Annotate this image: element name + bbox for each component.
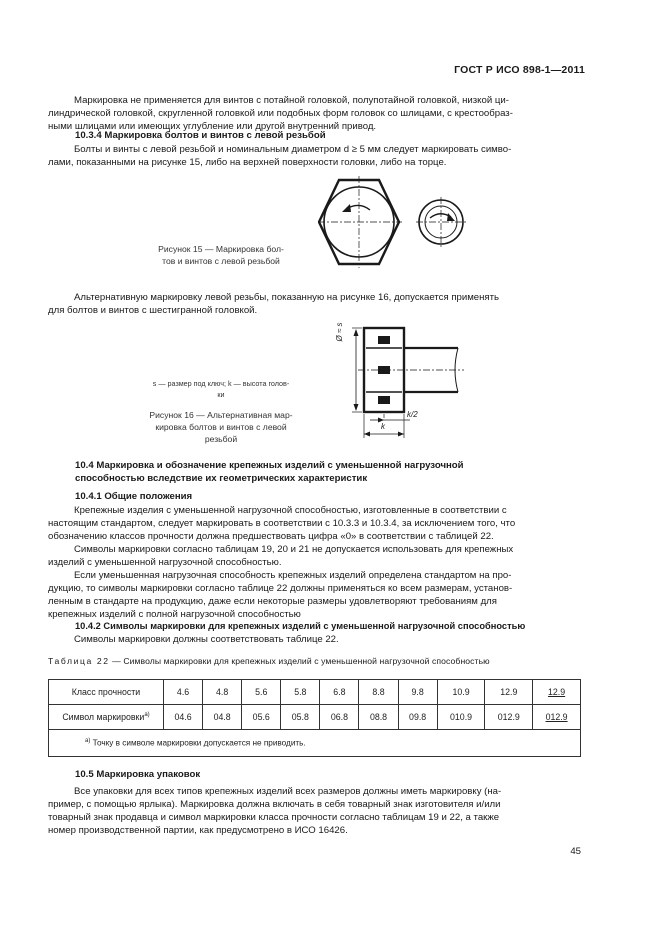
figure-16-dim-k2: k/2 xyxy=(407,410,418,419)
figure-16-legend: s — размер под ключ; k — высота голов- ки xyxy=(152,379,290,399)
table-cell: 4.8 xyxy=(203,680,242,705)
table-cell: 5.6 xyxy=(242,680,281,705)
table-cell: 10.9 xyxy=(437,680,485,705)
figure-15-caption: Рисунок 15 — Маркировка бол- тов и винтов с левой резьбой xyxy=(158,244,284,266)
table-cell: 04.8 xyxy=(203,705,242,730)
table-cell: 9.8 xyxy=(398,680,437,705)
table-cell: 012.9 xyxy=(485,705,533,730)
table-cell: 4.6 xyxy=(164,680,203,705)
paragraph-alternative-marking: Альтернативную маркировку левой резьбы, показанную на рисунке 16, допускается применять для болтов и винтов с шестигранной головкой. xyxy=(48,292,500,316)
paragraph-table-ref: Символы маркировки должны соответствовать таблице 22. xyxy=(74,634,339,645)
figure-15-drawing xyxy=(318,176,478,272)
table-cell: 04.6 xyxy=(164,705,203,730)
table-cell: 06.8 xyxy=(320,705,359,730)
figure-16-dim-s: Ø ≈ s xyxy=(335,322,344,342)
table-cell: 09.8 xyxy=(398,705,437,730)
table-cell: 08.8 xyxy=(359,705,398,730)
table-22-caption: Таблица 22 — Символы маркировки для крепежных изделий с уменьшенной нагрузочной способностью xyxy=(48,656,490,666)
table-cell: 6.8 xyxy=(320,680,359,705)
table-cell: 12.9 xyxy=(485,680,533,705)
row-head-marking-symbol: Символ маркировки$^{a)}$ xyxy=(49,705,164,730)
figure-16-caption: Рисунок 16 — Альтернативная мар- кировка болтов и винтов с левой резьбой xyxy=(149,410,293,444)
table-row xyxy=(49,730,581,757)
table-cell: 12.9 xyxy=(533,680,581,705)
heading-10-3-4: 10.3.4 Маркировка болтов и винтов с левой резьбой xyxy=(75,130,326,141)
table-cell: 010.9 xyxy=(437,705,485,730)
document-code: ГОСТ Р ИСО 898-1—2011 xyxy=(454,64,585,76)
table-footnote: $^{a)}$ Точку в символе маркировки допускается не приводить. xyxy=(49,730,581,757)
table-cell: 05.6 xyxy=(242,705,281,730)
heading-10-5: 10.5 Маркировка упаковок xyxy=(75,769,201,780)
row-head-property-class: Класс прочности xyxy=(49,680,164,705)
table-row xyxy=(49,705,581,730)
figure-16-drawing xyxy=(330,322,470,442)
page-number: 45 xyxy=(570,846,581,857)
table-22 xyxy=(48,679,581,757)
paragraph-packaging: Все упаковки для всех типов крепежных изделий всех размеров должны иметь маркировку (на- пример, с помощью ярлыка). Маркировка должна включать в себя товарный знак изготовителя и/или товарный знак продавца и символ маркировки класса прочности согласно таблицам 19 и 22, а также номер производственной партии, как предусмотрено в ИСО 16426. xyxy=(48,786,502,836)
table-row xyxy=(49,680,581,705)
figure-16-dim-k: k xyxy=(381,422,385,431)
heading-10-4-1: 10.4.1 Общие положения xyxy=(75,491,193,502)
table-cell: 8.8 xyxy=(359,680,398,705)
heading-10-4: 10.4 Маркировка и обозначение крепежных изделий с уменьшенной нагрузочной способностью вследствие их геометрических характеристик xyxy=(75,460,464,484)
paragraph-countersunk: Маркировка не применяется для винтов с потайной головкой, полупотайной головкой, низкой ци- линдрической головкой, скругленной головкой или подобных форм головок со шлицами, с крестообраз- ными шлицами или имеющих углубление или другой внутренний привод. xyxy=(48,95,513,132)
heading-10-4-2: 10.4.2 Символы маркировки для крепежных изделий с уменьшенной нагрузочной способностью xyxy=(75,621,526,631)
table-cell: 05.8 xyxy=(281,705,320,730)
table-cell: 012.9 xyxy=(533,705,581,730)
paragraph-general: Крепежные изделия с уменьшенной нагрузочной способностью, изготовленные в соответствии с настоящим стандартом, следует маркировать в соответствии с 10.3.3 и 10.3.4, за исключением того, что обозначению классов прочности должна предшествовать цифра «0» в соответствии с таблицей 22. Символы маркировки согласно таблицам 19, 20 и 21 не допускается использовать для крепежных изделий с уменьшенной нагрузочной способностью. Если уменьшенная нагрузочная способность крепежных изделий определена стандартом на про- дукцию, то символы маркировки согласно таблице 22 должны применяться ко всем размерам, установ- ленным в стандарте на продукцию, даже если некоторые размеры удовлетворяют требованиям для крепежных изделий с полной нагрузочной способностью xyxy=(48,505,516,620)
table-cell: 5.8 xyxy=(281,680,320,705)
paragraph-left-thread: Болты и винты с левой резьбой и номинальным диаметром d ≥ 5 мм следует маркировать симво- лами, показанными на рисунке 15, либо на верхней поверхности головки, либо на торце. xyxy=(48,144,512,168)
